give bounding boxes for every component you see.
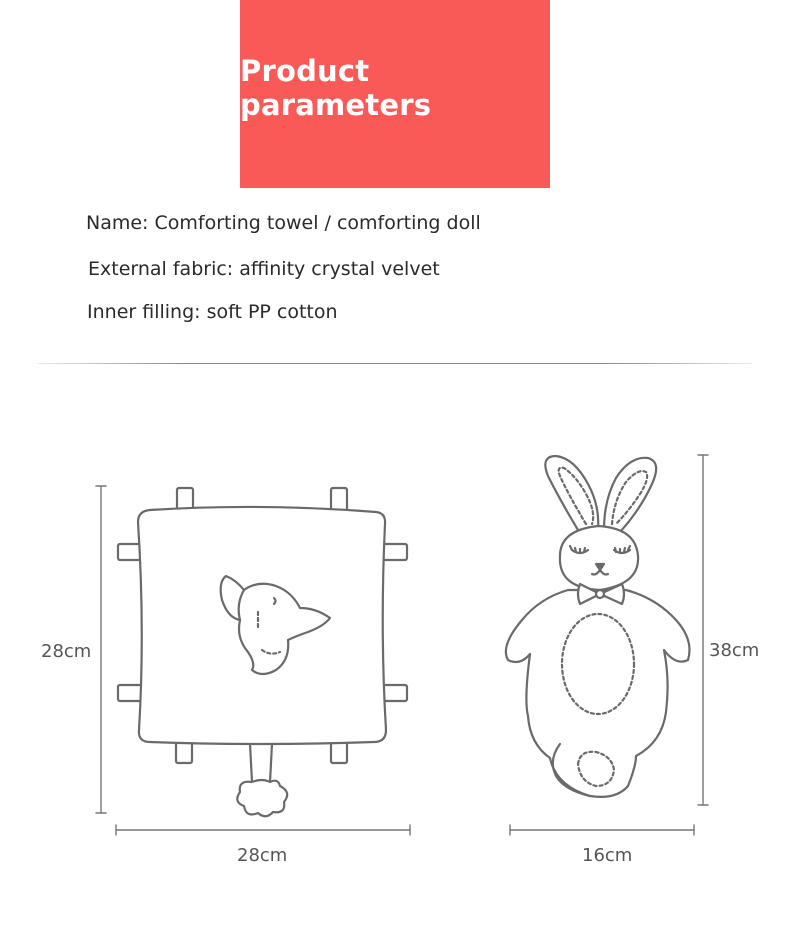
banner-title: Product parameters (240, 54, 432, 122)
doll-width-dimension (510, 825, 694, 835)
towel-outline (118, 488, 407, 816)
param-inner-filling: Inner filling: soft PP cotton (87, 301, 338, 323)
param-external-fabric: External fabric: affinity crystal velvet (88, 258, 440, 280)
doll-height-dimension (698, 455, 708, 805)
doll-width-label: 16cm (582, 845, 633, 866)
towel-width-label: 28cm (237, 845, 288, 866)
doll-height-label: 38cm (709, 640, 760, 661)
param-name: Name: Comforting towel / comforting doll (86, 212, 481, 234)
towel-height-dimension (96, 486, 106, 813)
doll-outline (506, 456, 690, 797)
towel-width-dimension (116, 825, 410, 835)
towel-height-label: 28cm (41, 641, 92, 662)
